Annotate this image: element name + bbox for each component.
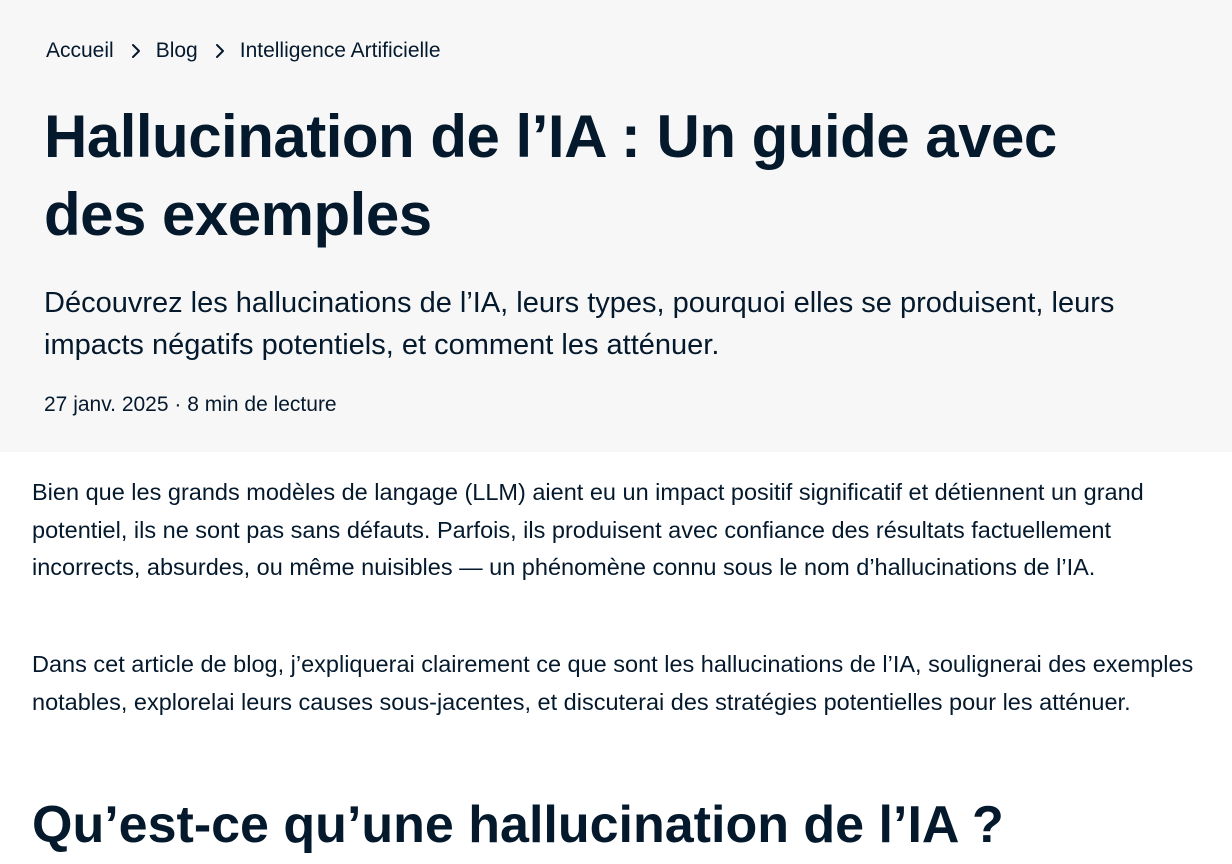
breadcrumb [46,38,441,64]
article-meta: 27 janv. 2025 · 8 min de lecture [44,393,337,416]
section-heading: Qu’est-ce qu’une hallucination de l’IA ? [32,796,1004,854]
chevron-right-icon [214,41,226,61]
breadcrumb-blog-link[interactable]: Blog [155,39,198,62]
article-subtitle: Découvrez les hallucinations de l’IA, leurs types, pourquoi elles se produisent, leurs impacts négatifs potentiels, et comment les atténuer. [44,287,1115,361]
breadcrumb-home-link[interactable]: Accueil [46,39,114,62]
article-paragraph: Bien que les grands modèles de langage (LLM) aient eu un impact positif significatif et détiennent un grand potentiel, ils ne sont pas sans défauts. Parfois, ils produisent avec confiance des résultats factuellement incorrects, absurdes, ou même nuisibles — un phénomène connu sous le nom d’hallucinations de l’IA. [32,479,1144,580]
page-title: Hallucination de l’IA : Un guide avec des exemples [44,103,1057,248]
article-paragraph: Dans cet article de blog, j’expliquerai clairement ce que sont les hallucinations de l’IA, soulignerai des exemples notables, explorelai leurs causes sous-jacentes, et discuterai des stratégies potentielles pour les atténuer. [32,651,1194,715]
chevron-right-icon [130,41,142,61]
breadcrumb-category-link[interactable]: Intelligence Artificielle [239,39,441,62]
